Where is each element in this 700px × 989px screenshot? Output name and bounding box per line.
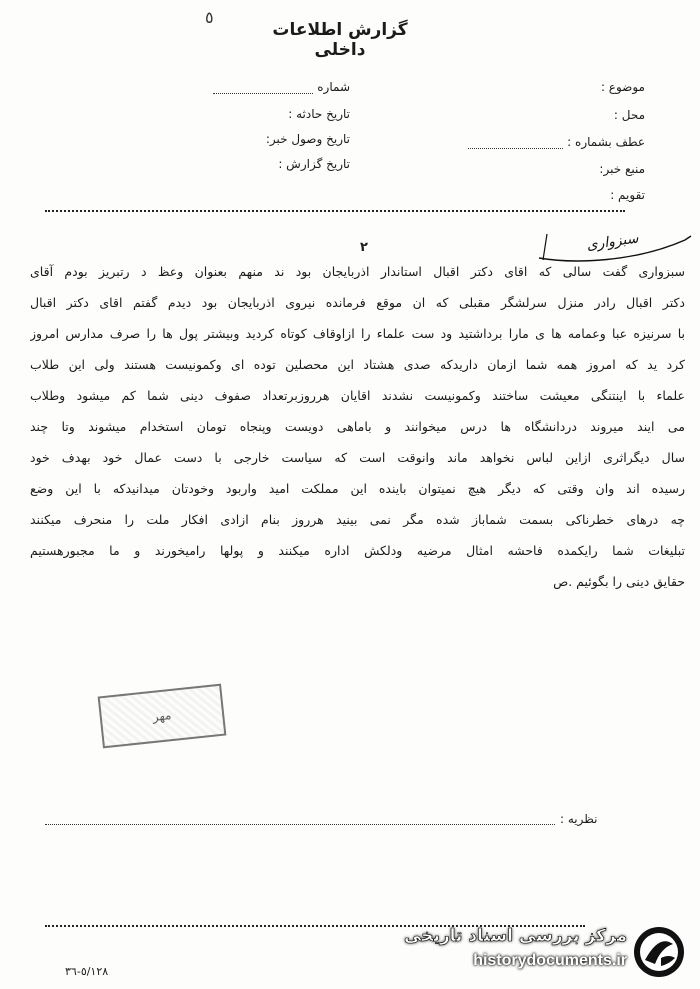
field-number	[213, 80, 350, 94]
field-source	[599, 162, 645, 176]
field-subject	[601, 80, 645, 94]
body-line: دکتر اقبال رادر منزل سرلشگر مقبلی که ان موقع فرمانده نیروی اذربایجان بود دیدم گفتم اقای دکتر اقبال	[30, 295, 685, 310]
opinion-label: نظریه :	[560, 812, 598, 826]
field-received-date-label: تاریخ وصول خبر:	[265, 132, 350, 146]
watermark	[405, 920, 695, 982]
archive-logo-icon	[631, 924, 687, 980]
document-number: ٥/١٢٨-٣٦	[65, 965, 109, 978]
field-evaluation-label: تقویم :	[610, 188, 645, 202]
stamp: مهر	[98, 684, 227, 749]
opinion-dots	[45, 824, 555, 825]
body-line: علماء با اینتنگی معیشت ساختند وکمونیست نشدند اقایان هرروزبرتعداد صفوف دینی شما کم میشود وطلاب	[30, 388, 685, 403]
field-place-label: محل :	[613, 108, 645, 122]
top-mark: ٥	[205, 8, 214, 27]
page-number: ۲	[360, 240, 368, 255]
field-place	[614, 108, 645, 122]
body-line: سبزواری گفت سالی که اقای دکتر اقبال استاندار اذربایجان بود ند منهم بعنوان وعظ د رتبریز بودم آقای	[30, 264, 685, 279]
field-event-date	[288, 107, 350, 121]
body-line: می ایند میروند دردانشگاه ها درس میخوانند و باماهی دویست وپنجاه تومان استخدام میشوند وتا چند	[30, 419, 685, 434]
field-reference	[468, 135, 645, 149]
field-report-date	[278, 157, 350, 171]
header-separator	[45, 210, 625, 212]
report-title: گزارش اطلاعات داخلی	[272, 20, 408, 60]
body-line: چه درهای خطرناکی بسمت شماباز شده مگر نمی بینید هرروز بنام ازادی افکار ملت را منحرف میکنند	[30, 512, 685, 527]
field-subject-label: موضوع :	[600, 80, 645, 94]
field-reference-label: عطف بشماره :	[567, 135, 645, 149]
field-number-dots	[213, 83, 313, 94]
body-line: رسیده اند وان وقتی که دیگر هیچ نمیتوان باینده این مملکت امید واربود وخودتان میدانیدکه با این وضع	[30, 481, 685, 496]
field-reference-dots	[468, 138, 563, 149]
field-source-label: منبع خبر:	[599, 162, 645, 176]
body-line: حقایق دینی را بگوئیم .ص	[553, 574, 685, 589]
field-number-label: شماره	[317, 80, 350, 94]
field-event-date-label: تاریخ حادثه :	[288, 107, 350, 121]
watermark-name: مرکز بررسی اسناد تاریخی	[404, 926, 627, 946]
body-line: کرد ید که امروز همه شما ازمان داریدکه صدی هشتاد این محصلین توده ای وکمونیست هستند ولی این طلاب	[30, 357, 685, 372]
body-line: سال دیگراثری ازاین لباس نخواهد ماند وانوقت است که سیاست خارجی با دست عمال خود بهدف خود	[30, 450, 685, 465]
field-evaluation	[610, 188, 645, 202]
body-line: با سرنیزه عبا وعمامه ها ی مارا برداشتید ود ست علماء را ازاوقاف کوتاه کردید وبیشتر پول ها را صرف مدارس امروز	[30, 326, 685, 341]
body-line: تبلیغات شما رایکمده فاحشه امثال مرضیه ودلکش اداره میکنند و پولها رامیخورند و ما مجبورهستیم	[30, 543, 685, 558]
field-received-date	[266, 132, 350, 146]
field-report-date-label: تاریخ گزارش :	[278, 157, 350, 171]
handwritten-note: سبزواری	[585, 230, 640, 254]
watermark-url: historydocuments.ir	[473, 952, 627, 969]
